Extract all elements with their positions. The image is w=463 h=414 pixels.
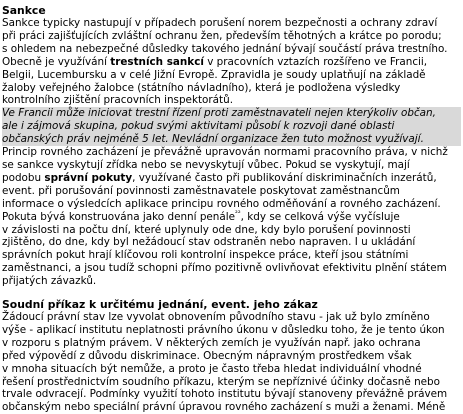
text-line: [2, 133, 461, 146]
text-line: [2, 401, 461, 414]
section-gap: [2, 288, 461, 298]
text-line: [2, 388, 461, 401]
text-run: event. při porušování povinnosti zaměstnavatele poskytovat zaměstnancům: [2, 184, 400, 197]
text-line: [2, 262, 461, 275]
text-line: [2, 43, 461, 56]
text-line: [2, 159, 461, 172]
heading-soudni-prikaz: Soudní příkaz k určitému jednání, event. jeho zákaz: [2, 298, 318, 312]
text-run: zjištěno, do dne, kdy byl nežádoucí stav odstraněn nebo napraven. I u ukládání: [2, 236, 416, 249]
text-run: občanským nebo speciální právní úpravou rovného zacházení s muži a ženami. Méně: [2, 401, 446, 414]
text-run: informace o výsledcích aplikace principu rovného odměňování a rovného zacházení.: [2, 197, 441, 210]
text-line: [2, 376, 461, 389]
text-run: se sankce vyskytují zřídka nebo se nevyskytují vůbec. Pokud se vyskytují, mají: [2, 158, 410, 171]
text-run: při práci zajišťujících zvláštní ochranu žen, především těhotných a krátce po porodu;: [2, 29, 442, 42]
text-run: před výpovědí z důvodu diskriminace. Obecným nápravným prostředkem však: [2, 349, 412, 362]
text-line: [2, 363, 461, 376]
text-run: v rozporu s platným právem. V některých zemích je využíván např. jako ochrana: [2, 336, 421, 349]
text-run: kontrolního zjištění pracovních inspektorátů.: [2, 94, 234, 107]
text-run: v závislosti na počtu dní, které uplynuly ode dne, kdy bylo porušení povinnosti: [2, 223, 411, 236]
text-run: s ohledem na nebezpečné důsledky takového jednání bývají součástí práva trestního.: [2, 42, 448, 55]
text-line: [2, 198, 461, 211]
text-line: [2, 69, 461, 82]
text-run: ale i zájmová skupina, pokud svými aktivitami působí k rozvoji dané oblasti: [2, 120, 395, 133]
text-line: [2, 185, 461, 198]
text-run: podobu: [2, 171, 45, 184]
text-line: [2, 94, 461, 107]
text-line: [2, 120, 461, 133]
text-line: [2, 172, 461, 185]
text-run: řešení prostřednictvím soudního příkazu, kterým se nepříznivé účinky dočasně nebo: [2, 375, 440, 388]
text-run: Obecně je využívání: [2, 55, 111, 68]
text-line: [2, 146, 461, 159]
text-run: , využívané často při publikování diskriminačních inzerátů,: [132, 171, 437, 184]
text-run: zaměstnanci, a jsou tudíž schopni přímo pozitivně ovlivňovat efektivitu plnění státem: [2, 262, 447, 275]
text-line: [2, 275, 461, 288]
text-run: Ve Francii může iniciovat trestní řízení proti zaměstnavateli nejen kterýkoliv občan,: [2, 107, 436, 120]
text-line: [2, 350, 461, 363]
paragraph-soudni-prikaz: [2, 311, 461, 414]
heading-sankce: Sankce: [2, 4, 46, 17]
text-run: výše - aplikací institutu neplatnosti právního úkonu v důsledku toho, že je tento úkon: [2, 323, 445, 336]
text-run: Žádoucí právní stav lze vyvolat obnovením původního stavu - jak už bylo zmíněno: [2, 311, 430, 324]
text-line: [2, 236, 461, 249]
text-line: [2, 211, 461, 224]
text-run: žaloby veřejného žalobce (státního návladního), která je podložena výsledky: [2, 81, 401, 94]
text-line: [2, 224, 461, 237]
text-run: , kdy se celková výše vyčísluje: [240, 210, 400, 223]
text-run: Princip rovného zacházení je převážně upravován normami pracovního práva, v nichž: [2, 146, 448, 159]
paragraph-sankce: [2, 17, 461, 288]
text-run: v pracovních vztazích rozšířeno ve Francii,: [203, 55, 428, 68]
text-run: správních pokut hrají klíčovou roli kontrolní inspekce práce, kteří jsou státními: [2, 249, 409, 262]
text-run: trvale odvracejí. Podmínky využití tohoto institutu bývají stanoveny převážně právem: [2, 388, 448, 401]
text-run: trestních sankcí: [110, 55, 204, 68]
text-line: [2, 56, 461, 69]
text-line: [2, 337, 461, 350]
text-run: v mnoha situacích být nemůže, a proto je často třeba hledat individuální vhodné: [2, 362, 422, 375]
text-line: [2, 17, 461, 30]
text-line: [2, 311, 461, 324]
text-line: [2, 30, 461, 43]
text-line: [2, 82, 461, 95]
footnote-ref[interactable]: ²²: [235, 209, 241, 218]
text-run: správní pokuty: [44, 171, 133, 184]
text-run: občanských práv nejméně 5 let. Nevládní organizace žen tuto možnost využívají.: [2, 133, 424, 146]
text-line: [2, 249, 461, 262]
text-run: přijatých závazků.: [2, 275, 97, 288]
text-line: [2, 107, 461, 120]
text-run: Belgii, Lucembursku a v celé Jižní Evropě. Zpravidla je soudy uplatňují na základě: [2, 68, 426, 81]
text-run: Pokuta bývá konstruována jako denní penále: [2, 210, 236, 223]
text-line: [2, 324, 461, 337]
text-run: Sankce typicky nastupují v případech porušení norem bezpečnosti a ochrany zdraví: [2, 17, 438, 29]
